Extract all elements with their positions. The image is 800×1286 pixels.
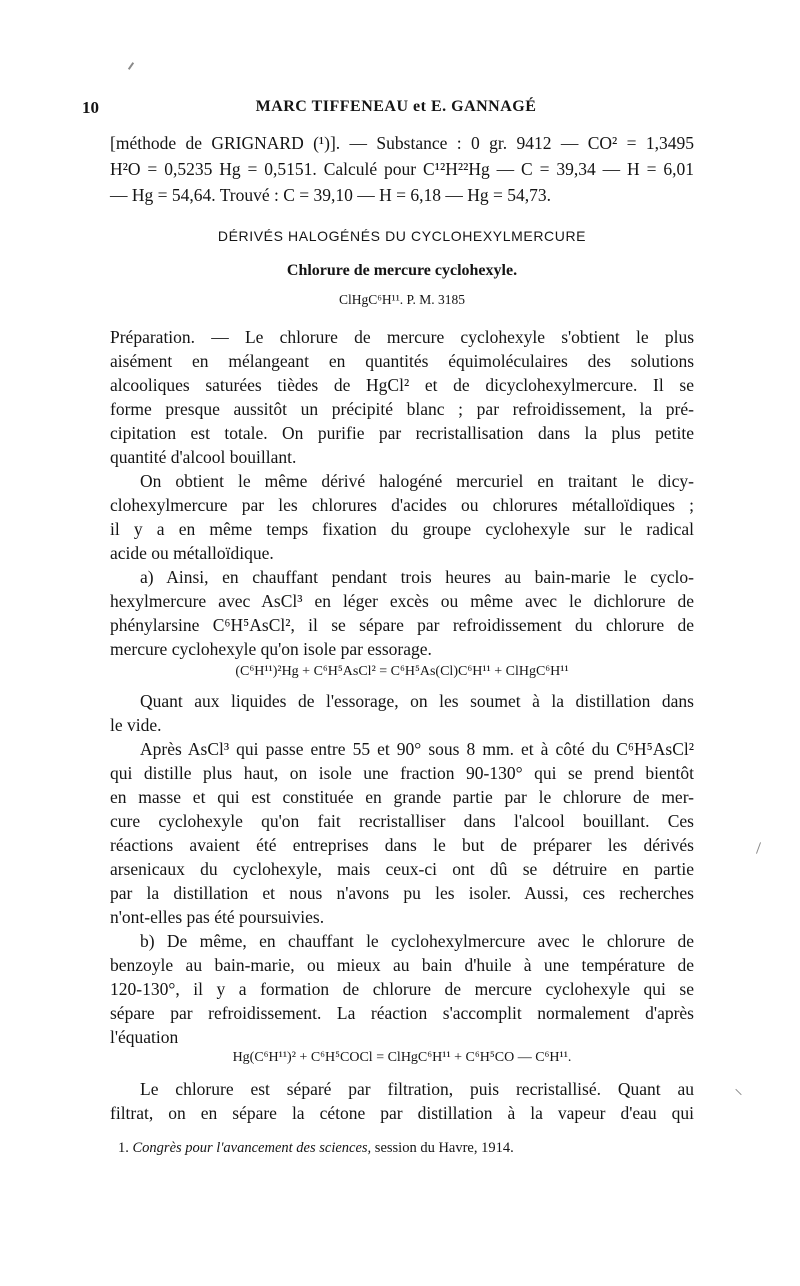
body-line: qui distille plus haut, on isole une fraction 90-130° qui se prend bientôt	[110, 763, 694, 783]
body-line: quantité d'alcool bouillant.	[110, 447, 297, 467]
running-title: MARC TIFFENEAU et E. GANNAGÉ	[255, 98, 537, 115]
body-line: 120-130°, il y a formation de chlorure de mercure cyclohexyle qui se	[110, 979, 694, 999]
body-line: n'ont-elles pas été poursuivies.	[110, 907, 325, 927]
body-line: cipitation est totale. On purifie par recristallisation dans la plus petite	[110, 423, 694, 443]
intro-line-1: [méthode de GRIGNARD (¹)]. — Substance : 0 gr. 9412 — CO² = 1,3495	[110, 133, 694, 153]
compound-title: Chlorure de mercure cyclohexyle.	[286, 262, 518, 279]
intro-line-2: H²O = 0,5235 Hg = 0,5151. Calculé pour C¹²H²²Hg — C = 39,34 — H = 6,01	[110, 159, 694, 179]
body-line: mercure cyclohexyle qu'on isole par essorage.	[110, 639, 432, 659]
body-line: l'équation	[110, 1027, 179, 1047]
body-line: en masse et qui est constituée en grande partie par le chlorure de mer-	[110, 787, 694, 807]
body-line: cure cyclohexyle qu'on fait recristalliser dans l'alcool bouillant. Ces	[110, 811, 694, 831]
body-line: benzoyle au bain-marie, ou mieux au bain d'huile à une température de	[110, 955, 694, 975]
body-line: par la distillation et nous n'avons pu les isoler. Aussi, ces recherches	[110, 883, 694, 903]
page-number: 10	[82, 98, 99, 117]
body-line: phénylarsine C⁶H⁵AsCl², il se sépare par refroidissement du chlorure de	[110, 615, 694, 635]
equation-1: (C⁶H¹¹)²Hg + C⁶H⁵AsCl² = C⁶H⁵As(Cl)C⁶H¹¹ + ClHgC⁶H¹¹	[235, 664, 569, 679]
body-line: le vide.	[110, 715, 162, 735]
body-line: acide ou métalloïdique.	[110, 543, 274, 563]
scan-speck	[128, 62, 134, 70]
body-line: clohexylmercure par les chlorures d'acides ou chlorures métalloïdiques ;	[110, 495, 694, 515]
scan-speck	[756, 842, 761, 854]
body-line: aisément en mélangeant en quantités équimoléculaires des solutions	[110, 351, 694, 371]
body-line: réactions avaient été entreprises dans le but de préparer les dérivés	[110, 835, 694, 855]
body-line: a) Ainsi, en chauffant pendant trois heures au bain-marie le cyclo-	[140, 567, 694, 587]
body-line: il y a en même temps fixation du groupe cyclohexyle sur le radical	[110, 519, 694, 539]
footnote-number: 1.	[118, 1140, 129, 1156]
page-header	[82, 98, 710, 120]
body-line: alcooliques saturées tièdes de HgCl² et de dicyclohexylmercure. Il se	[110, 375, 694, 395]
body-line: Le chlorure est séparé par filtration, puis recristallisé. Quant au	[140, 1079, 694, 1099]
body-line: filtrat, on en sépare la cétone par distillation à la vapeur d'eau qui	[110, 1103, 694, 1123]
body-line: b) De même, en chauffant le cyclohexylmercure avec le chlorure de	[140, 931, 694, 951]
equation-2: Hg(C⁶H¹¹)² + C⁶H⁵COCl = ClHgC⁶H¹¹ + C⁶H⁵CO — C⁶H¹¹.	[232, 1050, 572, 1065]
body-line: hexylmercure avec AsCl³ en léger excès ou même avec le dichlorure de	[110, 591, 694, 611]
body-line: Après AsCl³ qui passe entre 55 et 90° sous 8 mm. et à côté du C⁶H⁵AsCl²	[140, 739, 694, 759]
compound-formula: ClHgC⁶H¹¹. P. M. 3185	[338, 292, 466, 307]
body-line: On obtient le même dérivé halogéné mercuriel en traitant le dicy-	[140, 471, 694, 491]
section-title: DÉRIVÉS HALOGÉNÉS DU CYCLOHEXYLMERCURE	[217, 228, 587, 244]
intro-line-3: — Hg = 54,64. Trouvé : C = 39,10 — H = 6,18 — Hg = 54,73.	[110, 185, 552, 205]
body-line: sépare par refroidissement. La réaction s'accomplit normalement d'après	[110, 1003, 694, 1023]
footnote-rest: session du Havre, 1914.	[374, 1140, 514, 1156]
body-line: forme presque aussitôt un précipité blanc ; par refroidissement, la pré-	[110, 399, 694, 419]
footnote	[118, 1140, 514, 1157]
footnote-italic: Congrès pour l'avancement des sciences,	[132, 1140, 372, 1156]
scan-speck	[735, 1089, 741, 1095]
body-line: arsenicaux du cyclohexyle, mais ceux-ci ont dû se détruire en partie	[110, 859, 694, 879]
body-line: Quant aux liquides de l'essorage, on les soumet à la distillation dans	[140, 691, 694, 711]
body-line: Préparation. — Le chlorure de mercure cyclohexyle s'obtient le plus	[110, 327, 694, 347]
